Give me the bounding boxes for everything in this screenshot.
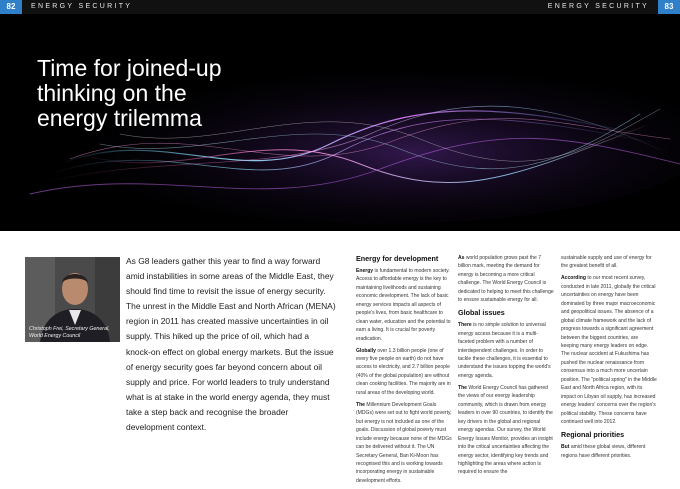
paragraph: [561, 443, 657, 460]
paragraph-text: to our most recent survey, conducted in late 2011, globally the critical uncertainties on energy have been dominated by three major macroeconomic and geopolitical issues. The absence of a global climate framework and the lack of progress towards a significant agreement between the biggest countries, are keeping many energy leaders on edge. The nuclear accident at Fukushima has pushed the nuclear renaissance from consensus into a much more uncertain position. The "political spring" in the Middle East and North Africa region, with its impact on Libyan oil supply, has increased energy leaders' concerns over the region's political stability. These concerns have continued well into 2012.: [561, 275, 657, 426]
heading-regional-priorities: Regional priorities: [561, 430, 625, 440]
paragraph-text: Millennium Development Goals (MDGs) were set out to fight world poverty, but energy is not included as one of the goals. Discussion of global poverty must include energy because none of the MDGs can be delivered without it. The UN Secretary General, Ban Ki-Moon has recognised this and is working towards incorporating energy in sustainable development efforts.: [356, 401, 452, 484]
lead-word: The: [356, 401, 365, 408]
lead-word: According: [561, 275, 586, 282]
lead-word: There: [458, 322, 472, 329]
portrait-photo: [25, 257, 120, 342]
paragraph-text: world population grows past the 7 billion mark, meeting the demand for energy is becoming a more critical challenge. The World Energy Council is dedicated to helping to meet this challenge to ensure sustainable energy for all.: [458, 255, 554, 304]
photo-caption: Christoph Frei, Secretary General, World Energy Council: [29, 326, 110, 339]
paragraph: [458, 384, 554, 477]
lead-word: Energy: [356, 268, 374, 274]
page-number-right: 83: [658, 0, 680, 14]
paragraph: [561, 274, 657, 426]
paragraph: [458, 254, 554, 305]
paragraph: sustainable supply and use of energy for the greatest benefit of all.: [561, 255, 652, 270]
column-3: [561, 254, 657, 463]
column-1: [356, 254, 452, 489]
lead-word: As: [458, 255, 465, 261]
intro-paragraph: As G8 leaders gather this year to find a way forward amid instabilities in some areas of the Middle East, they should find time to revisit the issue of energy security. The unrest in the Middle East and North African (MENA) region in 2011 has created massive uncertainties in oil supply. This hiked up the price of oil, which had a knock-on effect on global energy markets. But the issue of energy security goes far beyond concern about oil supply and price. For world leaders to truly understand what is at stake in the world energy agenda, they must take a step back and recognise the broader development context.: [126, 256, 336, 433]
page-number-left: 82: [0, 0, 22, 14]
header-bar: [0, 0, 680, 14]
lead-word: Globally: [356, 347, 376, 354]
lead-word: The: [458, 384, 467, 391]
article-title: Time for joined-up thinking on the energy trilemma: [37, 55, 222, 131]
paragraph: [458, 321, 554, 380]
lead-word: But: [561, 444, 570, 451]
section-label-right: ENERGY SECURITY: [547, 3, 649, 10]
paragraph-text: over 1.3 billion people (one of every five people on earth) do not have access to electricity, and 2.7 billion people (40% of the global population) are without clean cooking facilities. The majority are in rural areas of the developing world.: [356, 347, 451, 396]
heading-global-issues: Global issues: [458, 308, 505, 318]
column-2: [458, 254, 554, 480]
paragraph-text: is no simple solution to universal energy access because it is a multi-faceted problem with a number of interdependent challenges. In order to tackle these challenges, it is essential to understand the issues topping the world's energy agenda.: [458, 322, 551, 379]
paragraph: [356, 267, 452, 343]
paragraph: [356, 347, 452, 398]
paragraph-text: amid these global views, different regions have different priorities.: [561, 444, 646, 459]
paragraph-text: is fundamental to modern society. Access to affordable energy is the key to maintaining livelihoods and sustaining economic development. The lack of basic energy services impacts all aspects of people's lives, from basic healthcare to clean water, education and the potential to earn a living. It is crucial for poverty eradication.: [356, 268, 451, 342]
hero-banner: [0, 14, 680, 231]
heading-energy-for-development: Energy for development: [356, 254, 439, 263]
section-label-left: ENERGY SECURITY: [31, 3, 133, 10]
paragraph-text: World Energy Council has gathered the views of our energy leadership community, which is drawn from energy leaders in over 90 countries, to identify the key drivers in the global and regional energy agendas. Our survey, the World Energy Issues Monitor, provides an insight into the critical uncertainties affecting the energy sector, identifying key trends and highlighting the areas where action is required to ensure the: [458, 384, 553, 476]
paragraph: [356, 401, 452, 486]
